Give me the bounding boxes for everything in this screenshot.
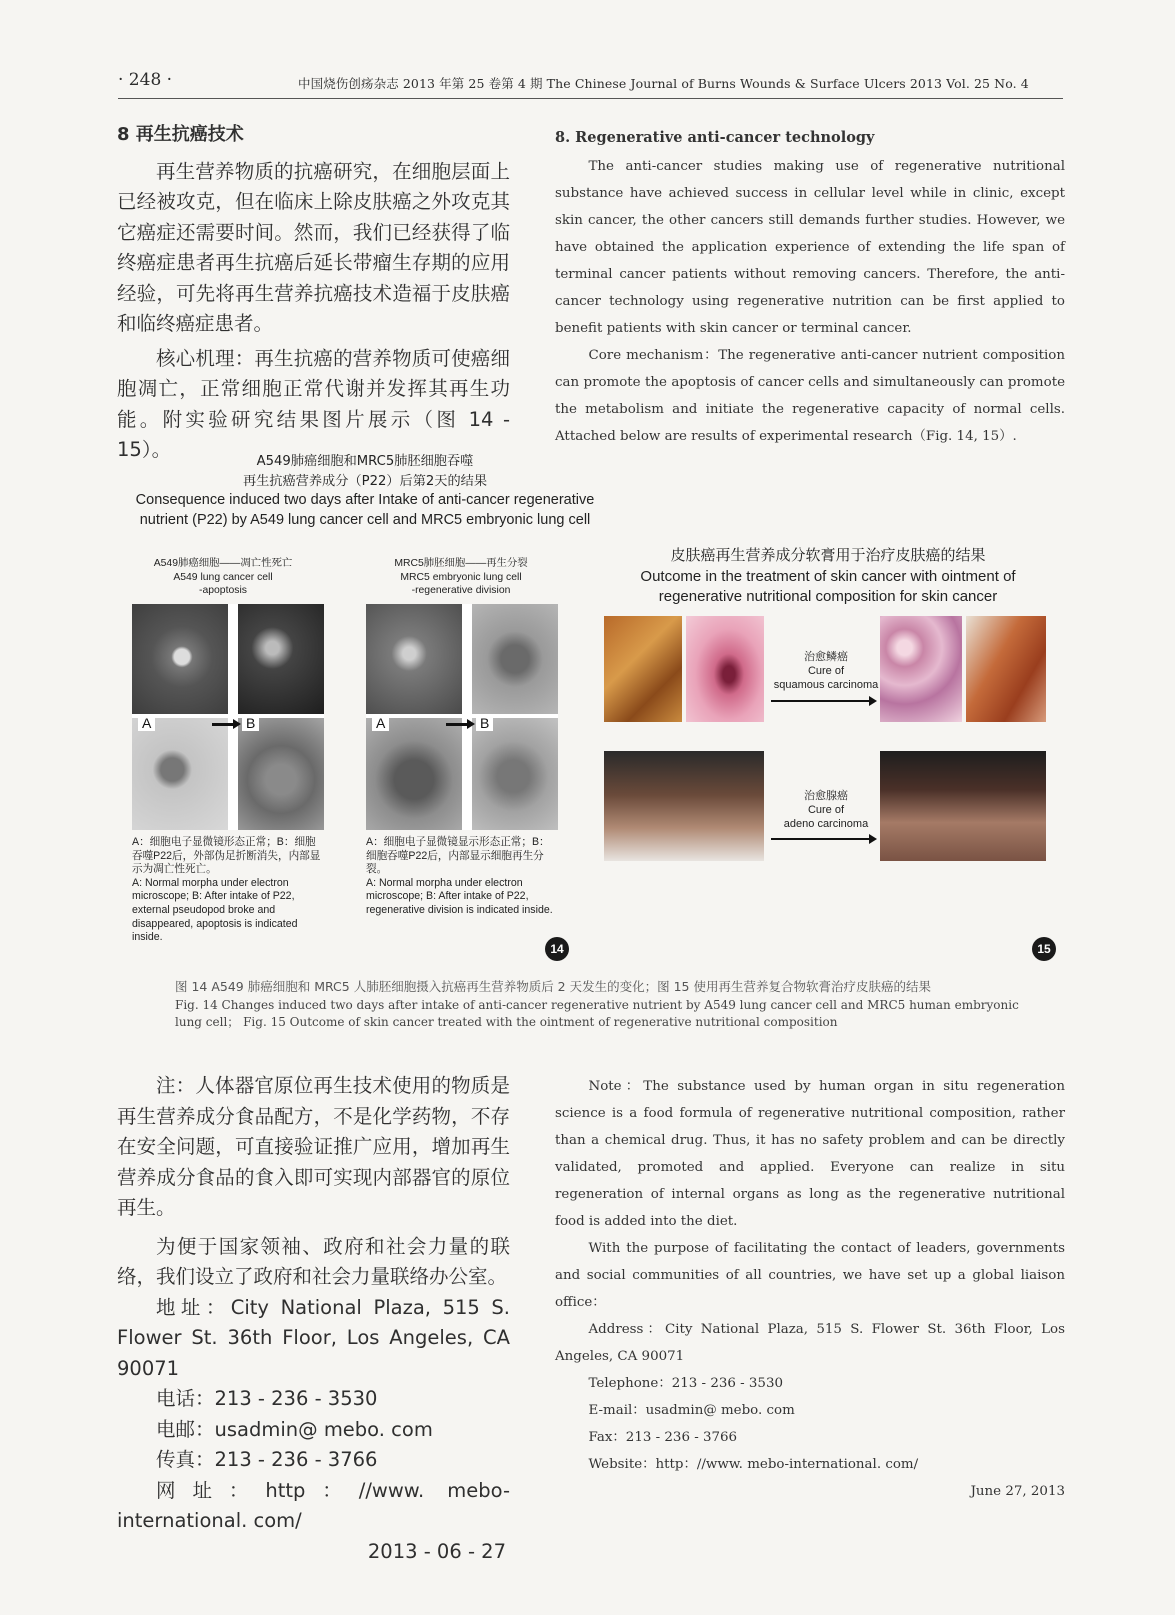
zh-paragraph-1: 再生营养物质的抗癌研究，在细胞层面上已经被攻克，但在临床上除皮肤癌之外攻克其它癌症还需要时间。然而，我们已经获得了临终癌症患者再生抗癌后延长带瘤生存期的应用经验，可先将再生营养抗癌技术造福于皮肤癌和临终癌症患者。 xyxy=(117,159,510,335)
fig14-right-caption-zh: A：细胞电子显微镜显示形态正常；B：细胞吞噬P22后，内部显示细胞再生分裂。 xyxy=(366,836,550,876)
panel-label-b: B xyxy=(242,715,259,731)
photo-squamous-before xyxy=(604,616,682,722)
en-phone: Telephone：213 - 236 - 3530 xyxy=(588,1376,783,1391)
zh-website: 网址：http：//www. mebo-international. com/ xyxy=(117,1478,510,1532)
fig14-title xyxy=(130,452,600,530)
arrow-right-icon xyxy=(771,700,871,702)
en-fax: Fax：213 - 236 - 3766 xyxy=(588,1430,738,1445)
photo-squamous-after xyxy=(966,616,1046,722)
en-section-8 xyxy=(555,124,1065,450)
fig14-left-caption xyxy=(132,836,322,945)
fig15-title-en: Outcome in the treatment of skin cancer with ointment of regenerative nutritional composition for skin cancer xyxy=(640,567,1016,605)
arrow-head-icon xyxy=(467,719,475,729)
arrow-head-icon xyxy=(233,719,241,729)
zh-heading: 8 再生抗癌技术 xyxy=(117,124,244,145)
arrow-label-adeno-zh: 治愈腺癌 xyxy=(804,790,848,802)
zh-note: 注：人体器官原位再生技术使用的物质是再生营养成分食品配方，不是化学药物，不存在安全问题，可直接验证推广应用，增加再生营养成分食品的食入即可实现内部器官的原位再生。 xyxy=(117,1074,510,1219)
figure-14-badge: 14 xyxy=(545,937,569,961)
fig15-title xyxy=(598,546,1058,608)
micrograph-mrc5-normal-sem xyxy=(366,604,462,714)
arrow-label-adeno-en-2: adeno carcinoma xyxy=(783,818,869,830)
arrow-label-squamous-en-2: squamous carcinoma xyxy=(773,679,879,691)
fig14-right-subtitle-en-2: -regenerative division xyxy=(411,585,511,596)
arrow-label-adeno xyxy=(772,789,880,831)
en-paragraph-1: The anti-cancer studies making use of regenerative nutritional substance have achieved success in cellular level while in clinic, except skin cancer, the other cancers still demands further studies. However, we have obtained the application experience of extending the life span of terminal cancer patients without removing cancers. Therefore, the anti-cancer technology using regenerative nutrition can be first applied to benefit patients with skin cancer or terminal cancer. xyxy=(555,159,1065,336)
zh-fax: 传真：213 - 236 - 3766 xyxy=(156,1448,378,1471)
micrograph-a549-normal-sem xyxy=(132,604,228,714)
fig14-right-caption-en: A: Normal morpha under electron microscope; B: After intake of P22, regenerative division is indicated inside. xyxy=(366,876,553,916)
fig15-title-zh: 皮肤癌再生营养成分软膏用于治疗皮肤癌的结果 xyxy=(670,547,986,564)
header-rule xyxy=(118,98,1063,99)
en-liaison: With the purpose of facilitating the contact of leaders, governments and social communities of all countries, we have set up a global liaison office： xyxy=(555,1241,1065,1310)
figure-15-badge: 15 xyxy=(1032,937,1056,961)
micrograph-mrc5-p22-tem xyxy=(472,604,558,714)
zh-paragraph-2: 核心机理：再生抗癌的营养物质可使癌细胞凋亡，正常细胞正常代谢并发挥其再生功能。附实验研究结果图片展示（图 14 - 15）。 xyxy=(117,346,510,461)
fig14-title-en: Consequence induced two days after Intake of anti-cancer regenerative nutrient (P22) by A549 lung cancer cell and MRC5 embryonic lung cell xyxy=(135,492,595,528)
fig14-left-micrographs xyxy=(132,604,324,830)
micrograph-a549-p22-tem xyxy=(238,718,324,830)
running-header: 中国烧伤创疡杂志 2013 年第 25 卷第 4 期 The Chinese Journal of Burns Wounds & Surface Ulcers 2013 Vol. 25 No. 4 xyxy=(298,76,1029,91)
fig14-right-subtitle-en-1: MRC5 embryonic lung cell xyxy=(400,571,522,583)
arrow-head-icon xyxy=(869,834,877,844)
figure-caption-en: Fig. 14 Changes induced two days after intake of anti-cancer regenerative nutrient by A549 lung cancer cell and MRC5 human embryonic lung cell； Fig. 15 Outcome of skin cancer treated with the ointment of regenerative nutritional composition xyxy=(175,998,1019,1029)
fig14-right-micrographs xyxy=(366,604,558,830)
arrow-head-icon xyxy=(869,696,877,706)
zh-email: 电邮：usadmin@ mebo. com xyxy=(156,1417,433,1441)
histology-squamous-after xyxy=(880,616,962,722)
panel-label-a: A xyxy=(372,715,389,731)
arrow-label-adeno-en-1: Cure of xyxy=(807,804,845,816)
en-date: June 27, 2013 xyxy=(970,1484,1065,1499)
fig14-title-zh-2: 再生抗癌营养成分（P22）后第2天的结果 xyxy=(242,473,488,489)
micrograph-a549-p22-sem xyxy=(238,604,324,714)
zh-date: 2013 - 06 - 27 xyxy=(367,1539,506,1563)
figure-caption-zh: 图 14 A549 肺癌细胞和 MRC5 人肺胚细胞摄入抗癌再生营养物质后 2 天发生的变化；图 15 使用再生营养复合物软膏治疗皮肤癌的结果 xyxy=(175,979,931,994)
panel-label-a: A xyxy=(138,715,155,731)
photo-adeno-after xyxy=(880,751,1046,861)
arrow-right-icon xyxy=(771,838,871,840)
panel-label-b: B xyxy=(476,715,493,731)
en-heading: 8. Regenerative anti-cancer technology xyxy=(555,129,875,146)
fig14-left-subtitle-en-1: A549 lung cancer cell xyxy=(173,571,273,583)
zh-section-8 xyxy=(117,120,510,466)
fig14-left-subtitle-zh: A549肺癌细胞——凋亡性死亡 xyxy=(153,558,293,569)
fig14-left-subtitle-en-2: -apoptosis xyxy=(199,585,247,596)
en-paragraph-2: Core mechanism：The regenerative anti-cancer nutrient composition can promote the apoptosis of cancer cells and simultaneously can promote the metabolism and initiate the regenerative capacity of normal cells. Attached below are results of experimental research（Fig. 14, 15）. xyxy=(555,348,1065,444)
fig14-left-caption-en: A: Normal morpha under electron microscope; B: After intake of P22, external pseudopod broke and disappeared, apoptosis is indicated inside. xyxy=(132,876,298,944)
arrow-label-squamous-zh: 治愈鳞癌 xyxy=(804,651,848,663)
figure-caption xyxy=(175,978,1035,1031)
micrograph-mrc5-division-tem xyxy=(472,718,558,830)
arrow-label-squamous xyxy=(772,650,880,692)
en-website: Website：http：//www. mebo-international. com/ xyxy=(588,1457,919,1472)
fig14-right-caption xyxy=(366,836,556,918)
en-address: Address：City National Plaza, 515 S. Flower St. 36th Floor, Los Angeles, CA 90071 xyxy=(555,1322,1065,1364)
fig14-right-subtitle xyxy=(362,557,560,598)
zh-liaison: 为便于国家领袖、政府和社会力量的联络，我们设立了政府和社会力量联络办公室。 xyxy=(117,1234,510,1288)
micrograph-mrc5-normal-tem xyxy=(366,718,462,830)
en-note-section xyxy=(555,1073,1065,1505)
zh-phone: 电话：213 - 236 - 3530 xyxy=(156,1387,378,1410)
fig14-left-subtitle xyxy=(128,557,318,598)
fig14-left-caption-zh: A：细胞电子显微镜形态正常；B：细胞吞噬P22后，外部伪足折断消失，内部显示为凋亡性死亡。 xyxy=(132,836,321,876)
page-number: · 248 · xyxy=(118,70,173,90)
zh-address: 地址：City National Plaza, 515 S. Flower St. 36th Floor, Los Angeles, CA 90071 xyxy=(117,1295,510,1380)
micrograph-a549-normal-tem xyxy=(132,718,228,830)
zh-note-section xyxy=(117,1071,510,1567)
en-email: E-mail：usadmin@ mebo. com xyxy=(588,1403,795,1418)
fig14-title-zh-1: A549肺癌细胞和MRC5肺胚细胞吞噬 xyxy=(256,454,474,469)
fig14-right-subtitle-zh: MRC5肺胚细胞——再生分裂 xyxy=(394,558,528,569)
histology-squamous-before xyxy=(686,616,764,722)
photo-adeno-before xyxy=(604,751,764,861)
en-note: Note：The substance used by human organ in situ regeneration science is a food formula of regenerative nutritional composition, rather than a chemical drug. Thus, it has no safety problem and can be directly validated, promoted and applied. Everyone can realize in situ regeneration of internal organs as long as the regenerative nutritional food is added into the diet. xyxy=(555,1079,1065,1229)
arrow-label-squamous-en-1: Cure of xyxy=(807,665,845,677)
